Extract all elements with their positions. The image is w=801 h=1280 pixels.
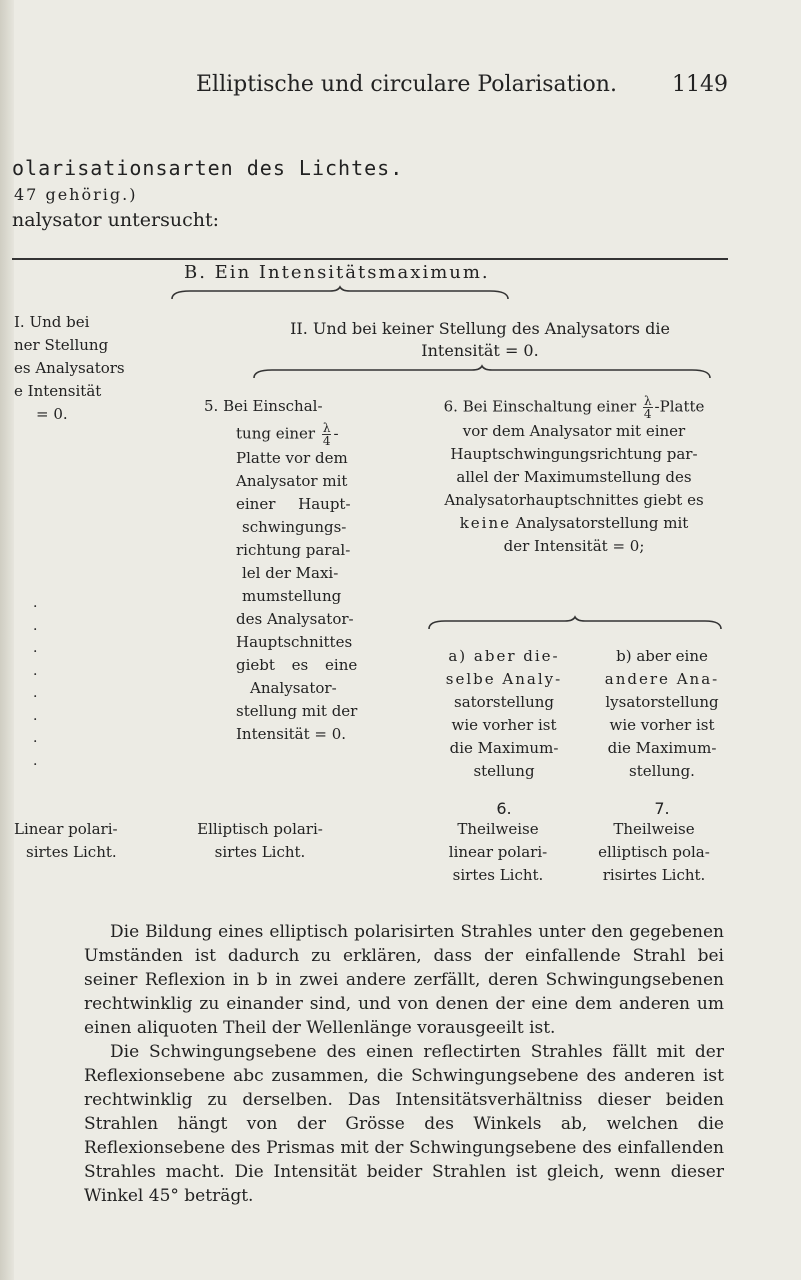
- dot-leaders-column: [33, 596, 37, 776]
- case-5-line: des Analysator-: [236, 610, 354, 628]
- case-5-line: giebt es eine: [236, 656, 358, 674]
- result-line: sirtes Licht.: [26, 843, 117, 861]
- case-6-line: Analysatorhauptschnittes giebt es: [444, 491, 704, 509]
- dot-leader-glyph: ·: [33, 621, 38, 638]
- dot-leader-glyph: ·: [33, 644, 38, 660]
- paragraph-1: Die Bildung eines elliptisch polarisirten Strahles unter den gegebenen Umständen ist dadurch zu erklären, dass der einfallende Strahl bei seiner Reflexion in b in zwei andere zerfällt, deren Schwingungsebenen rechtwinklig zu einander sind, und von denen der eine dem anderen um einen aliquoten Theil der Wellenlänge vorausgeeilt ist.: [84, 922, 724, 1038]
- result-line: sirtes Licht.: [452, 866, 544, 884]
- case-number-7: 7.: [654, 799, 670, 818]
- result-line: Linear polari-: [14, 820, 118, 838]
- case-6a-line: die Maximum-: [449, 739, 559, 757]
- case-6b-line: die Maximum-: [607, 739, 717, 757]
- case-5-text: tung einer: [236, 424, 320, 443]
- section-b-title: B. Ein Intensitätsmaximum.: [184, 262, 490, 283]
- result-line: sirtes Licht.: [214, 843, 306, 861]
- dot-leader-glyph: ·: [33, 666, 38, 683]
- body-text: [84, 920, 724, 1208]
- col-i-line: ner Stellung: [14, 336, 109, 354]
- result-2: [180, 818, 340, 864]
- result-line: elliptisch pola-: [598, 843, 710, 861]
- case-6b-block: [590, 645, 734, 820]
- col-ii-block: [230, 318, 730, 362]
- brace-ii: [252, 366, 712, 380]
- col-i-block: [14, 311, 125, 426]
- case-6b-line: lysatorstellung: [605, 693, 719, 711]
- case-6-line-1: [418, 395, 730, 420]
- result-3: [418, 818, 578, 887]
- case-5-line: Hauptschnittes: [236, 633, 353, 651]
- col-i-line: = 0.: [36, 405, 68, 423]
- result-1: [14, 818, 118, 864]
- case-6-line: allel der Maximumstellung des: [456, 468, 692, 486]
- result-4: [574, 818, 734, 887]
- result-line: Theilweise: [613, 820, 695, 838]
- case-6a-line: satorstellung: [454, 693, 554, 711]
- lambda-quarter-fraction: [322, 422, 332, 447]
- dot-leader-glyph: ·: [33, 689, 38, 705]
- case-6-line: vor dem Analysator mit einer: [462, 422, 686, 440]
- case-number-6: 6.: [496, 799, 512, 818]
- case-6a-line: a) aber die-: [448, 647, 560, 665]
- fraction-numerator: λ: [643, 394, 652, 408]
- case-5-line: mumstellung: [242, 587, 342, 605]
- fraction-denominator: 4: [322, 434, 331, 448]
- case-6-text: 6. Bei Einschaltung einer: [443, 397, 641, 416]
- col-i-line: I. Und bei: [14, 313, 90, 331]
- case-6-line: der Intensität = 0;: [503, 537, 645, 555]
- running-head-line-1: olarisationsarten des Lichtes.: [12, 156, 404, 180]
- case-6-line: Hauptschwingungsrichtung par-: [450, 445, 698, 463]
- col-ii-line: II. Und bei keiner Stellung des Analysators die: [290, 319, 670, 338]
- case-5-line: richtung paral-: [236, 541, 351, 559]
- case-5-line: Analysator-: [250, 679, 337, 697]
- case-5-block: [204, 395, 357, 746]
- col-ii-line: Intensität = 0.: [421, 341, 539, 360]
- case-5-line: lel der Maxi-: [242, 564, 339, 582]
- case-6-text: Analysatorstellung mit: [511, 514, 689, 532]
- top-divider-rule: [12, 258, 728, 260]
- case-5-line: schwingungs-: [242, 518, 347, 536]
- case-5-line: einer Haupt-: [236, 495, 351, 513]
- keine-emphasis: keine: [459, 514, 511, 532]
- case-5-line: Platte vor dem: [236, 449, 348, 467]
- result-line: risirtes Licht.: [602, 866, 706, 884]
- result-line: Theilweise: [457, 820, 539, 838]
- brace-6: [427, 617, 723, 631]
- case-6-keine-line: [418, 512, 730, 535]
- dot-leader-glyph: ·: [33, 599, 38, 615]
- case-6-block: [418, 395, 730, 558]
- running-head-line-3: nalysator untersucht:: [12, 209, 219, 231]
- case-5-line: Intensität = 0.: [236, 725, 347, 743]
- page-binding-edge: [0, 0, 14, 1280]
- case-6a-line: stellung: [473, 762, 535, 780]
- case-6b-line: andere Ana-: [604, 670, 720, 688]
- case-5-line-2: [204, 422, 357, 447]
- result-line: linear polari-: [448, 843, 548, 861]
- case-5-body: [204, 447, 357, 746]
- col-i-line: es Analysators: [14, 359, 125, 377]
- page-number: 1149: [672, 72, 728, 97]
- result-line: Elliptisch polari-: [197, 820, 323, 838]
- paragraph-2: Die Schwingungsebene des einen reflectirten Strahles fällt mit der Reflexionsebene abc zusammen, die Schwingungsebene des anderen ist rechtwinklig zu derselben. Das Intensitätsverhältniss dieser beiden Strahlen hängt von der Grösse des Winkels ab, welchen die Reflexionsebene des Prismas mit der Schwingungsebene des einfallenden Strahles macht. Die Intensität beider Strahlen ist gleich, wenn dieser Winkel 45° beträgt.: [84, 1042, 724, 1206]
- case-6b-line: wie vorher ist: [609, 716, 715, 734]
- running-head-line-2: 47 gehörig.): [14, 185, 138, 204]
- case-6a-line: selbe Analy-: [445, 670, 563, 688]
- case-6a-block: [414, 645, 594, 820]
- case-5-line: Analysator mit: [236, 472, 348, 490]
- case-5-text: -: [333, 424, 339, 443]
- case-5-line: stellung mit der: [236, 702, 358, 720]
- case-6b-line: b) aber eine: [616, 647, 708, 665]
- dot-leader-glyph: ·: [33, 711, 38, 728]
- case-6b-line: stellung.: [629, 762, 695, 780]
- dot-leader-glyph: ·: [33, 734, 38, 750]
- case-5-line-1: 5. Bei Einschal-: [204, 397, 323, 415]
- col-i-line: e Intensität: [14, 382, 102, 400]
- dot-leader-glyph: ·: [33, 756, 38, 773]
- case-6-text: -Platte: [654, 397, 705, 416]
- fraction-numerator: λ: [322, 421, 331, 435]
- page-header-title: Elliptische und circulare Polarisation.: [196, 72, 617, 97]
- fraction-denominator: 4: [643, 407, 652, 421]
- brace-b: [170, 287, 510, 301]
- lambda-quarter-fraction: [643, 395, 653, 420]
- case-6a-line: wie vorher ist: [451, 716, 557, 734]
